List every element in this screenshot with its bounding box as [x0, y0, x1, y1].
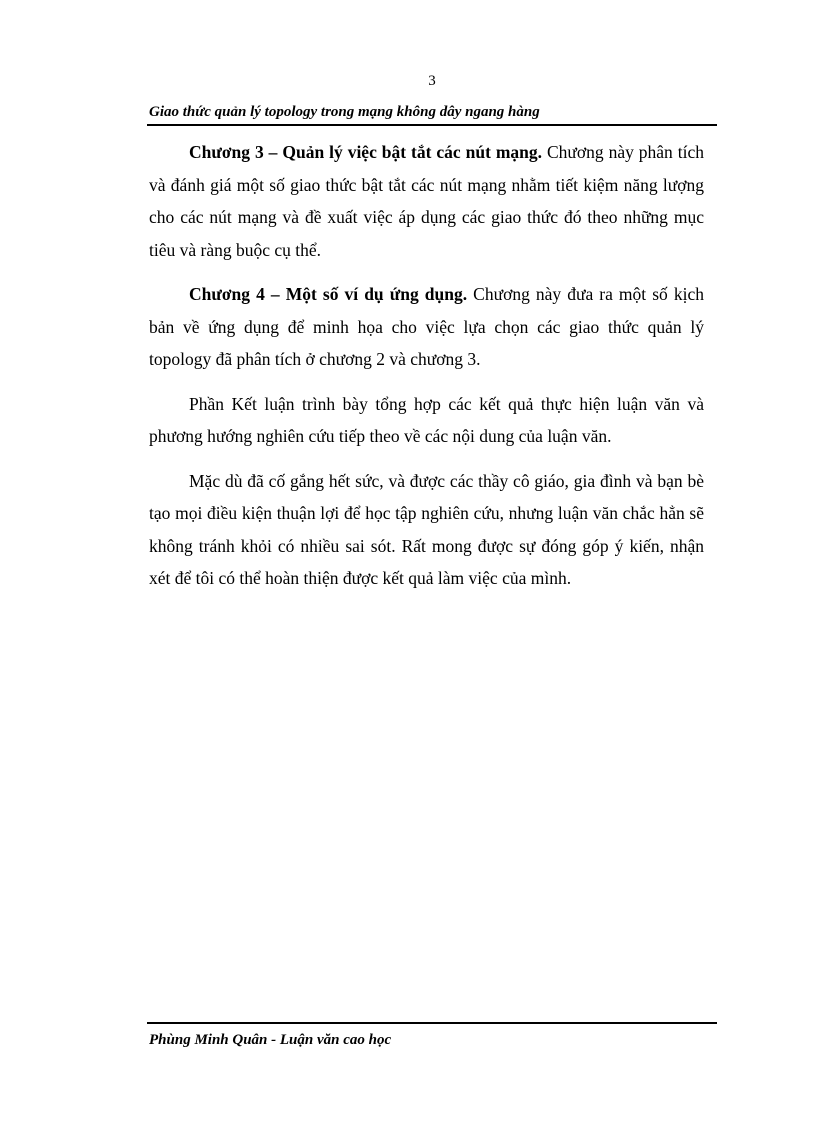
header-rule: [147, 124, 717, 126]
running-header: Giao thức quản lý topology trong mạng không dây ngang hàng: [149, 104, 540, 120]
chapter-4-description: Chương này đưa ra một số kịch bản về ứng dụng để minh họa cho việc lựa chọn các giao thức quản lý topology đã phân tích ở chương 2 và chương 3.: [149, 284, 704, 369]
paragraph-chapter-3: [149, 136, 704, 266]
chapter-4-heading: Chương 4 – Một số ví dụ ứng dụng.: [189, 284, 468, 304]
running-footer: Phùng Minh Quân - Luận văn cao học: [149, 1032, 392, 1048]
document-body: [149, 136, 704, 607]
footer-rule: [147, 1022, 717, 1024]
page-number: 3: [428, 73, 436, 89]
paragraph-conclusion: Phần Kết luận trình bày tổng hợp các kết quả thực hiện luận văn và phương hướng nghiên cứu tiếp theo về các nội dung của luận văn.: [149, 393, 704, 446]
chapter-3-description: Chương này phân tích và đánh giá một số giao thức bật tắt các nút mạng nhằm tiết kiệm năng lượng cho các nút mạng và đề xuất việc áp dụng các giao thức đó theo những mục tiêu và ràng buộc cụ thể.: [149, 142, 704, 260]
chapter-3-heading: Chương 3 – Quản lý việc bật tắt các nút mạng.: [189, 142, 543, 162]
paragraph-acknowledgement: Mặc dù đã cố gắng hết sức, và được các thầy cô giáo, gia đình và bạn bè tạo mọi điều kiện thuận lợi để học tập nghiên cứu, nhưng luận văn chắc hẳn sẽ không tránh khỏi có nhiều sai sót. Rất mong được sự đóng góp ý kiến, nhận xét để tôi có thể hoàn thiện được kết quả làm việc của mình.: [149, 470, 704, 588]
paragraph-chapter-4: [149, 278, 704, 376]
